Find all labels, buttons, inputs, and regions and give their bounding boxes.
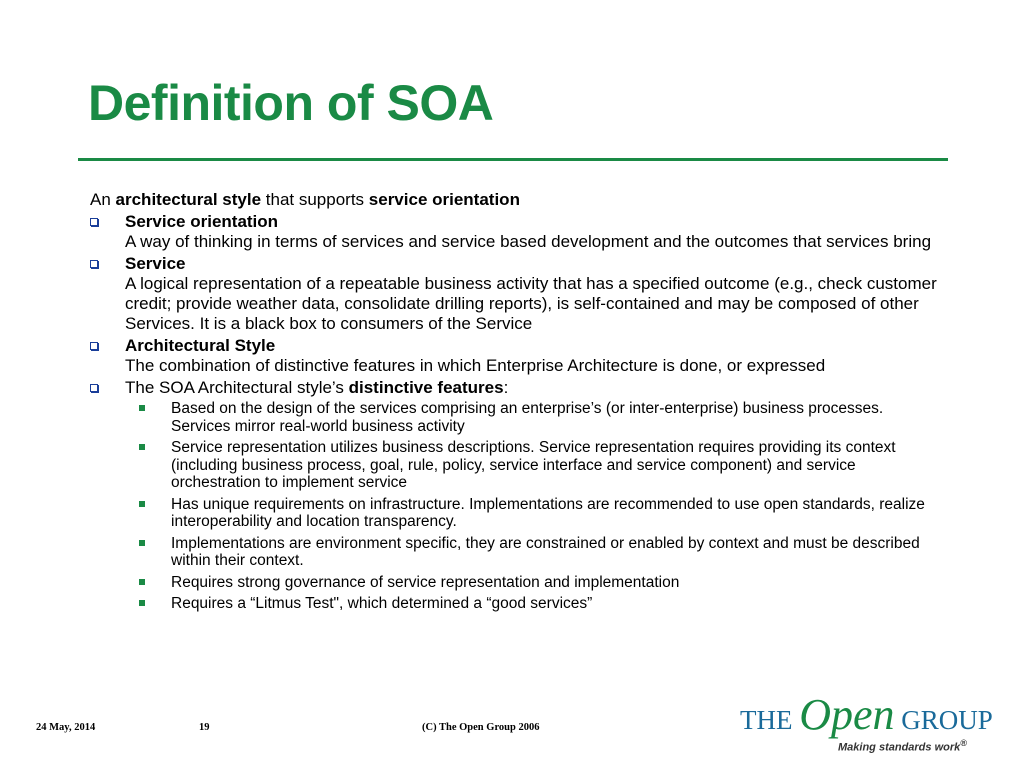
- sub-list-item: [125, 595, 940, 613]
- item-text: A logical representation of a repeatable business activity that has a specified outcome (e.g., check customer credit; provide weather data, consolidate drilling reports), is self-contained and may be composed of other Services. It is a black box to consumers of the Service: [125, 274, 937, 333]
- list-item: [90, 212, 940, 252]
- logo-tagline-text: Making standards work: [838, 741, 961, 754]
- sub-list-item: [125, 574, 940, 592]
- square-bullet-icon: [90, 218, 98, 226]
- intro-middle: that supports: [261, 190, 369, 209]
- footer-page-number: 19: [199, 722, 210, 733]
- green-square-bullet-icon: [139, 405, 145, 411]
- features-term: distinctive features: [348, 378, 504, 397]
- intro-term-architectural-style: architectural style: [115, 190, 262, 209]
- logo-wordmark: [740, 690, 993, 739]
- logo-the: THE: [740, 705, 793, 735]
- sub-item-text: Service representation utilizes business descriptions. Service representation requires providing its context (including business process, goal, rule, policy, service interface and service component) and service orchestration to implement service: [171, 439, 896, 491]
- open-group-logo: [740, 690, 993, 756]
- features-list: [125, 400, 940, 613]
- list-item: [90, 336, 940, 376]
- item-text: The combination of distinctive features in which Enterprise Architecture is done, or expressed: [125, 356, 826, 375]
- green-square-bullet-icon: [139, 501, 145, 507]
- sub-item-text: Based on the design of the services comprising an enterprise’s (or inter-enterprise) business processes. Services mirror real-world business activity: [171, 400, 884, 435]
- green-square-bullet-icon: [139, 579, 145, 585]
- square-bullet-icon: [90, 342, 98, 350]
- footer-copyright: (C) The Open Group 2006: [422, 722, 540, 733]
- list-item: [90, 254, 940, 334]
- intro-line: [90, 190, 940, 210]
- intro-prefix: An: [90, 190, 116, 209]
- item-text: A way of thinking in terms of services and service based development and the outcomes that services bring: [125, 232, 932, 251]
- green-square-bullet-icon: [139, 540, 145, 546]
- logo-group: GROUP: [901, 705, 993, 735]
- logo-open: Open: [799, 690, 895, 739]
- features-suffix: :: [503, 378, 509, 397]
- slide-body: [90, 190, 940, 617]
- sub-item-text: Requires a “Litmus Test", which determined a “good services”: [171, 595, 593, 612]
- square-bullet-icon: [90, 384, 98, 392]
- sub-list-item: [125, 439, 940, 492]
- intro-term-service-orientation: service orientation: [368, 190, 520, 209]
- sub-list-item: [125, 535, 940, 570]
- green-square-bullet-icon: [139, 600, 145, 606]
- title-divider: [78, 158, 948, 161]
- logo-tagline: [838, 738, 967, 754]
- item-heading: Architectural Style: [125, 336, 276, 355]
- item-heading: Service: [125, 254, 186, 273]
- footer-date: 24 May, 2014: [36, 722, 96, 733]
- sub-item-text: Implementations are environment specific, they are constrained or enabled by context and must be described within their context.: [171, 534, 920, 569]
- sub-item-text: Has unique requirements on infrastructure. Implementations are recommended to use open standards, realize interoperability and location transparency.: [171, 495, 925, 530]
- list-item: [90, 378, 940, 613]
- green-square-bullet-icon: [139, 444, 145, 450]
- features-prefix: The SOA Architectural style’s: [125, 378, 349, 397]
- definition-list: [90, 212, 940, 613]
- item-heading: Service orientation: [125, 212, 279, 231]
- sub-item-text: Requires strong governance of service representation and implementation: [171, 573, 680, 591]
- sub-list-item: [125, 496, 940, 531]
- square-bullet-icon: [90, 260, 98, 268]
- slide-title: Definition of SOA: [88, 75, 494, 131]
- sub-list-item: [125, 400, 940, 435]
- registered-mark: ®: [960, 738, 967, 748]
